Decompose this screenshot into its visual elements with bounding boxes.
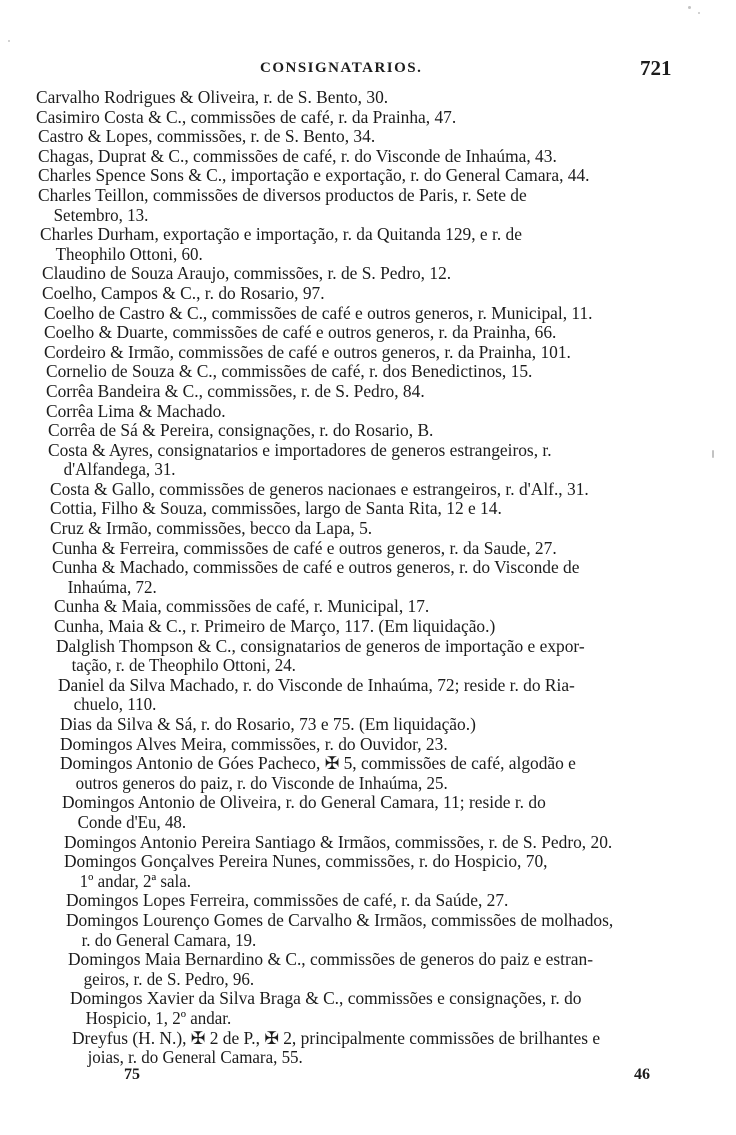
entry-line: Chagas, Duprat & C., commissões de café, r. do Visconde de Inhaúma, 43. [38, 145, 557, 166]
entry-line: Cunha & Ferreira, commissões de café e outros generos, r. da Saude, 27. [52, 537, 557, 558]
entry-line: Casimiro Costa & C., commissões de café, r. da Prainha, 47. [36, 106, 457, 127]
directory-entry [0, 323, 736, 343]
directory-entry [0, 617, 736, 637]
directory-entry [0, 382, 736, 402]
directory-entry [0, 343, 736, 363]
directory-entry [0, 891, 736, 911]
entry-line: Domingos Lourenço Gomes de Carvalho & Irmãos, commissões de molhados, [66, 909, 614, 930]
directory-entry [0, 127, 736, 147]
entry-line: Domingos Gonçalves Pereira Nunes, commissões, r. do Hospicio, 70, [64, 851, 548, 872]
entry-line: Castro & Lopes, commissões, r. de S. Bento, 34. [38, 126, 376, 147]
entry-line: Dreyfus (H. N.), ✠ 2 de P., ✠ 2, principalmente commissões de brilhantes e [72, 1027, 601, 1048]
directory-entry [0, 989, 736, 1028]
entry-line: Charles Durham, exportação e importação, r. da Quitanda 129, e r. de [40, 224, 522, 245]
entry-line: Domingos Antonio de Góes Pacheco, ✠ 5, commissões de café, algodão e [60, 753, 576, 774]
directory-entry [0, 264, 736, 284]
entry-line: Claudino de Souza Araujo, commissões, r. de S. Pedro, 12. [42, 263, 452, 284]
entry-line: Charles Teillon, commissões de diversos productos de Paris, r. Sete de [38, 184, 527, 205]
directory-entry [0, 519, 736, 539]
entry-continuation-line: joias, r. do General Camara, 55. [87, 1047, 303, 1068]
entry-line: Costa & Ayres, consignatarios e importadores de generos estrangeiros, r. [48, 439, 552, 460]
entry-continuation-line: chuelo, 110. [73, 694, 157, 715]
directory-entry [0, 304, 736, 324]
entry-line: Dalglish Thompson & C., consignatarios de generos de importação e expor- [56, 635, 585, 656]
directory-entry [0, 147, 736, 167]
directory-entry [0, 225, 736, 264]
entry-continuation-line: Hospicio, 1, 2º andar. [85, 1007, 232, 1028]
directory-entries [0, 88, 736, 1068]
directory-entry [0, 441, 736, 480]
directory-entry [0, 421, 736, 441]
directory-entry [0, 1029, 736, 1068]
directory-entry [0, 754, 736, 793]
directory-entry [0, 88, 736, 108]
directory-entry [0, 793, 736, 832]
entry-continuation-line: tação, r. de Theophilo Ottoni, 24. [71, 655, 296, 676]
directory-entry [0, 852, 736, 891]
print-speck [688, 6, 691, 9]
print-speck [8, 40, 10, 42]
entry-line: Cunha & Maia, commissões de café, r. Municipal, 17. [54, 596, 430, 617]
entry-line: Coelho, Campos & C., r. do Rosario, 97. [42, 282, 325, 303]
directory-entry [0, 362, 736, 382]
entry-line: Domingos Antonio de Oliveira, r. do General Camara, 11; reside r. do [62, 792, 546, 813]
directory-entry [0, 833, 736, 853]
entry-line: Cordeiro & Irmão, commissões de café e outros generos, r. da Prainha, 101. [44, 341, 571, 362]
print-speck [698, 12, 700, 14]
entry-line: Cruz & Irmão, commissões, becco da Lapa, 5. [50, 518, 373, 539]
entry-continuation-line: Conde d'Eu, 48. [77, 811, 187, 832]
directory-entry [0, 402, 736, 422]
directory-entry [0, 166, 736, 186]
directory-entry [0, 284, 736, 304]
entry-line: Cottia, Filho & Souza, commissões, largo de Santa Rita, 12 e 14. [50, 498, 502, 519]
entry-line: Coelho & Duarte, commissões de café e outros generos, r. da Prainha, 66. [44, 322, 557, 343]
entry-line: Daniel da Silva Machado, r. do Visconde de Inhaúma, 72; reside r. do Ria- [58, 674, 575, 695]
entry-line: Cunha, Maia & C., r. Primeiro de Março, 117. (Em liquidação.) [54, 616, 496, 637]
page-number: 721 [640, 56, 672, 80]
running-title: CONSIGNATARIOS. [260, 60, 423, 76]
directory-entry [0, 637, 736, 676]
print-speck [712, 450, 714, 458]
entry-line: Cornelio de Souza & C., commissões de café, r. dos Benedictinos, 15. [46, 361, 533, 382]
directory-entry [0, 676, 736, 715]
directory-entry [0, 499, 736, 519]
entry-line: Corrêa de Sá & Pereira, consignações, r. do Rosario, B. [48, 420, 434, 441]
entry-continuation-line: 1º andar, 2ª sala. [79, 870, 192, 891]
entry-line: Corrêa Bandeira & C., commissões, r. de S. Pedro, 84. [46, 380, 425, 401]
entry-continuation-line: outros generos do paiz, r. do Visconde de Inhaúma, 25. [75, 772, 448, 793]
signature-mark: 75 [124, 1066, 140, 1083]
entry-line: Cunha & Machado, commissões de café e outros generos, r. do Visconde de [52, 557, 580, 578]
directory-entry [0, 108, 736, 128]
directory-entry [0, 950, 736, 989]
page-header [0, 56, 736, 82]
directory-entry [0, 597, 736, 617]
entry-continuation-line: Setembro, 13. [53, 204, 149, 225]
directory-entry [0, 539, 736, 559]
entry-line: Domingos Maia Bernardino & C., commissões de generos do paiz e estran- [68, 949, 593, 970]
entry-continuation-line: d'Alfandega, 31. [63, 459, 176, 480]
entry-line: Domingos Xavier da Silva Braga & C., commissões e consignações, r. do [70, 988, 582, 1009]
sheet-mark: 46 [634, 1066, 650, 1083]
entry-line: Carvalho Rodrigues & Oliveira, r. de S. Bento, 30. [36, 87, 389, 107]
directory-entry [0, 911, 736, 950]
entry-continuation-line: geiros, r. de S. Pedro, 96. [83, 968, 255, 989]
entry-continuation-line: r. do General Camara, 19. [81, 929, 257, 950]
directory-entry [0, 480, 736, 500]
entry-line: Coelho de Castro & C., commissões de café e outros generos, r. Municipal, 11. [44, 302, 593, 323]
entry-line: Dias da Silva & Sá, r. do Rosario, 73 e 75. (Em liquidação.) [60, 714, 476, 734]
directory-entry [0, 735, 736, 755]
entry-continuation-line: Inhaúma, 72. [67, 576, 157, 597]
entry-line: Charles Spence Sons & C., importação e exportação, r. do General Camara, 44. [38, 165, 590, 186]
entry-line: Domingos Lopes Ferreira, commissões de café, r. da Saúde, 27. [66, 890, 509, 911]
entry-line: Corrêa Lima & Machado. [46, 400, 226, 421]
entry-line: Domingos Alves Meira, commissões, r. do Ouvidor, 23. [60, 733, 448, 754]
directory-entry [0, 558, 736, 597]
entry-line: Domingos Antonio Pereira Santiago & Irmãos, commissões, r. de S. Pedro, 20. [64, 831, 613, 852]
entry-continuation-line: Theophilo Ottoni, 60. [55, 243, 203, 264]
page-footer [0, 1066, 736, 1090]
directory-entry [0, 186, 736, 225]
entry-line: Costa & Gallo, commissões de generos nacionaes e estrangeiros, r. d'Alf., 31. [50, 478, 589, 499]
directory-entry [0, 715, 736, 735]
